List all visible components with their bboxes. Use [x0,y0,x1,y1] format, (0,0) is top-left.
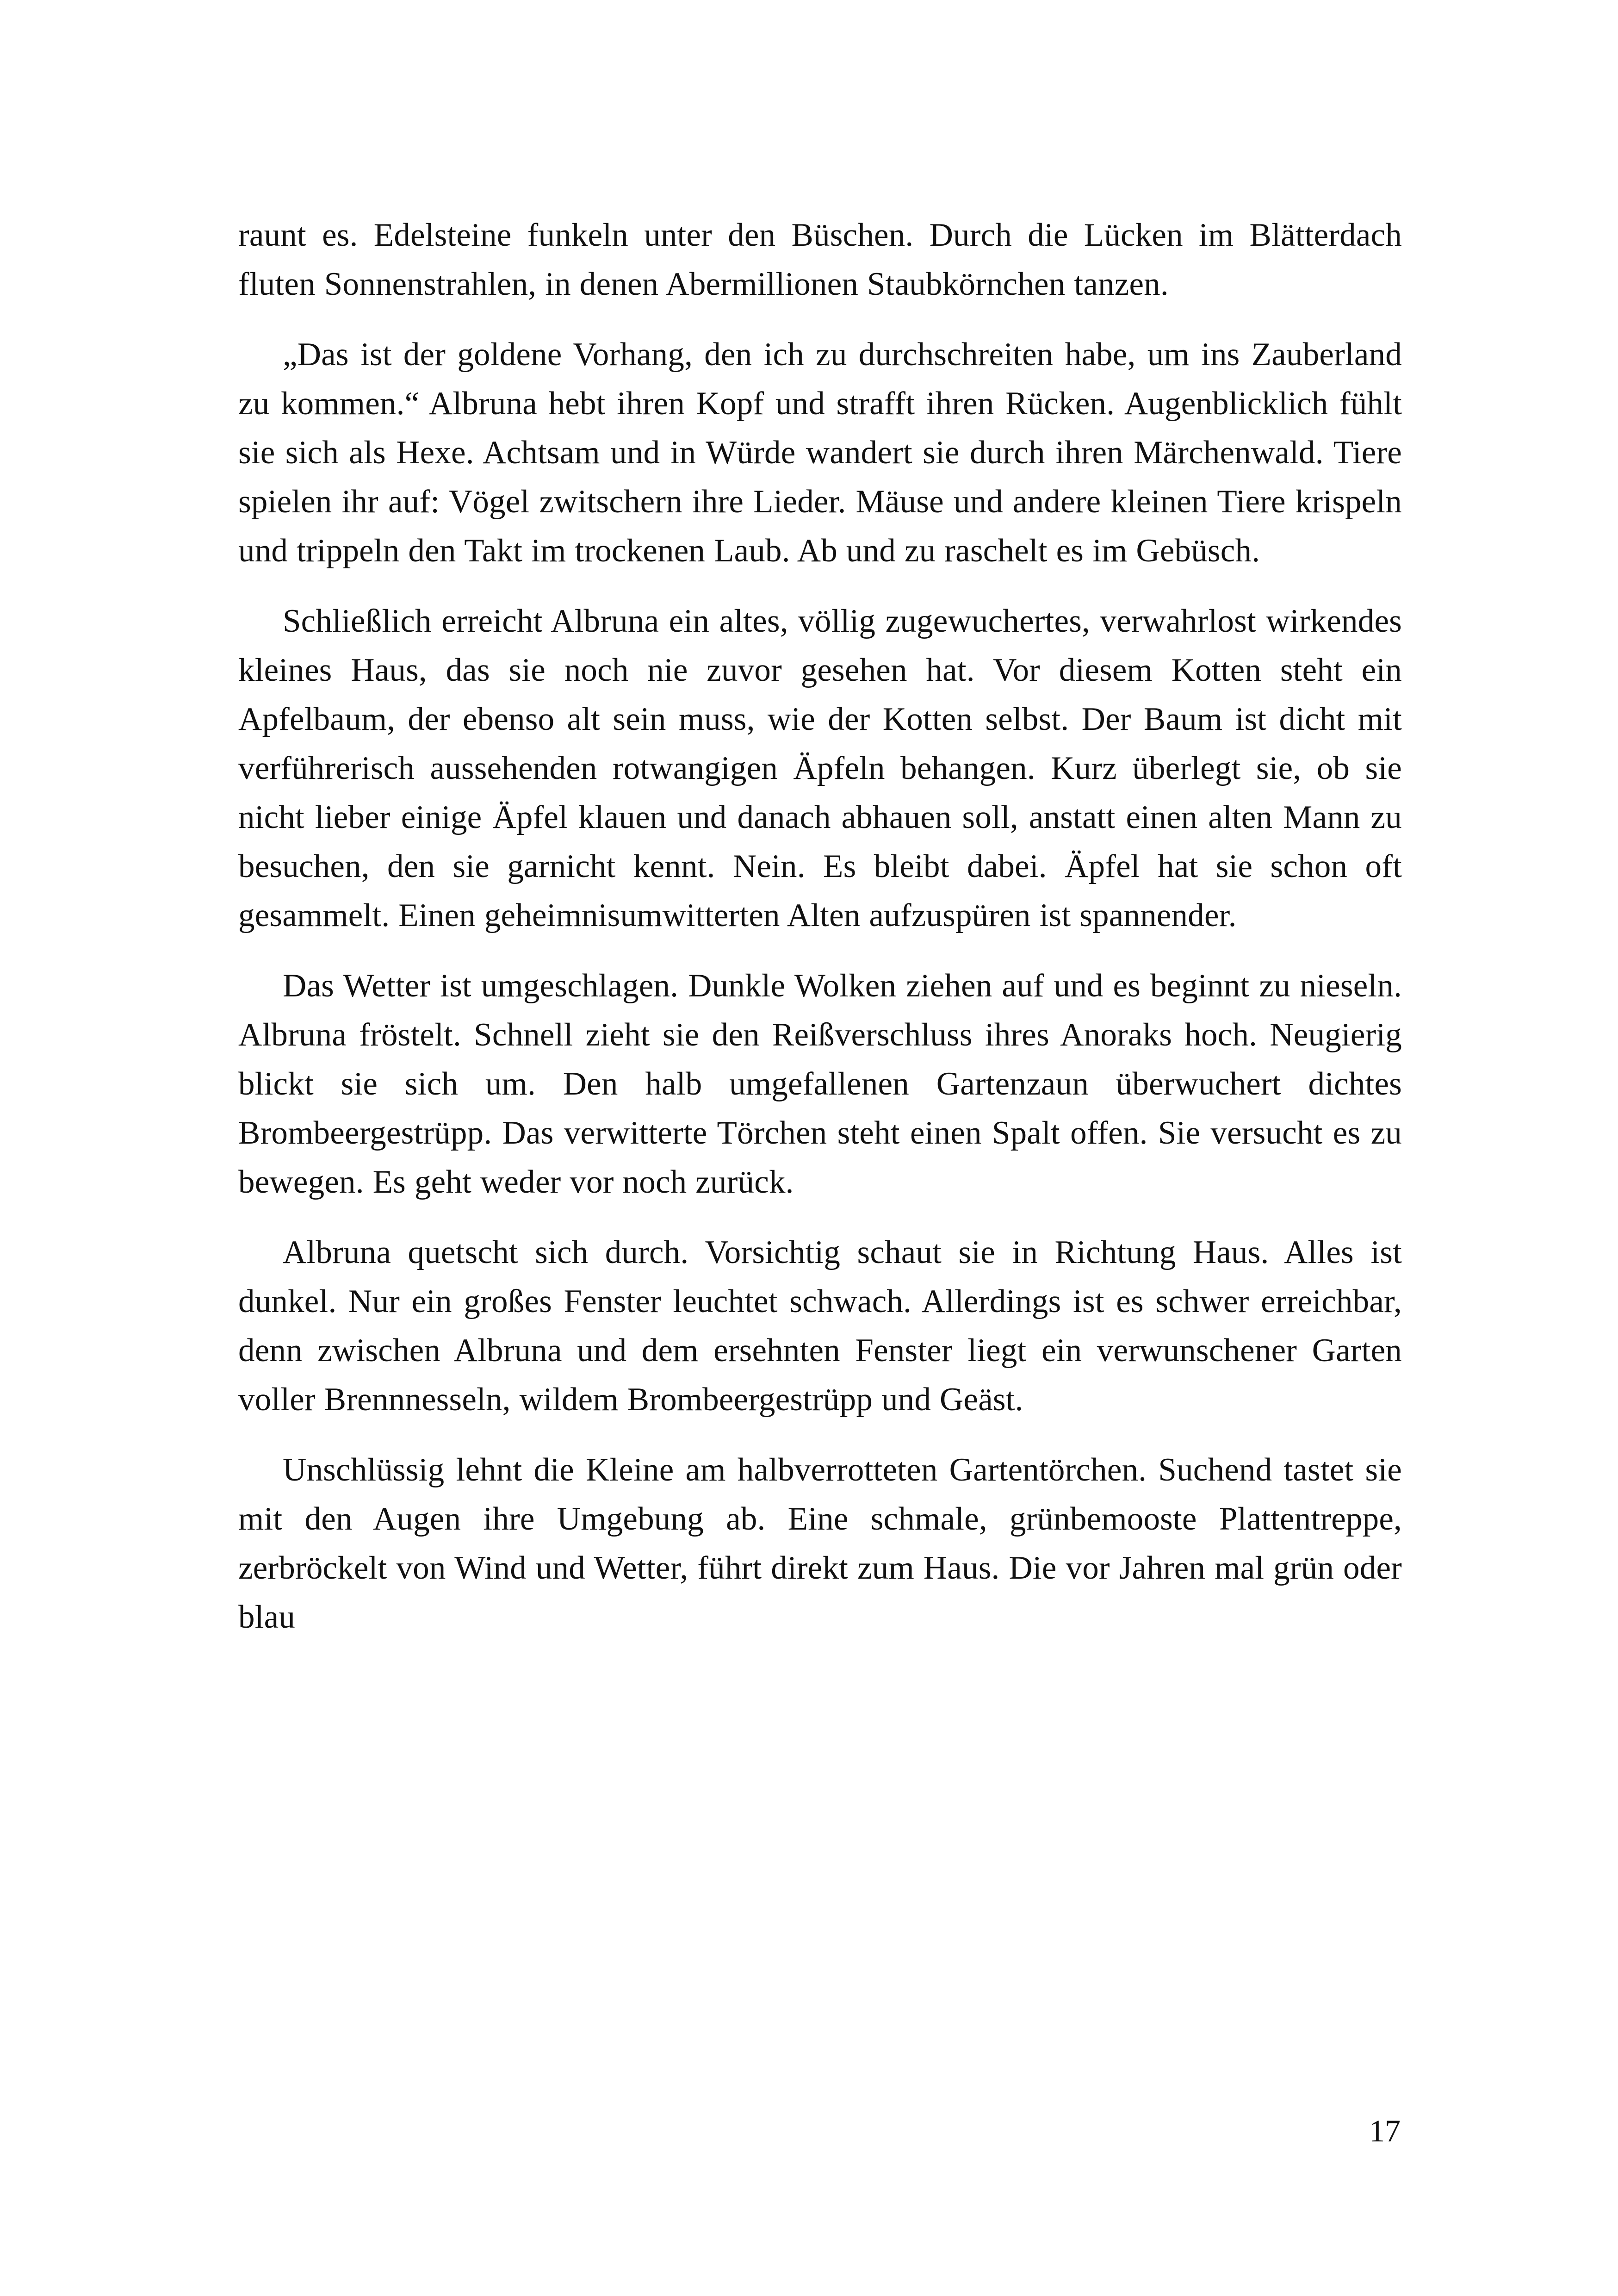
paragraph-continuation: raunt es. Edelsteine funkeln unter den Büschen. Durch die Lücken im Blätterdach fluten Sonnenstrahlen, in denen Abermillionen Staubkörnchen tanzen. [238,217,1402,302]
page-number: 17 [1369,2113,1401,2148]
paragraph: „Das ist der goldene Vorhang, den ich zu durchschreiten habe, um ins Zauberland zu kommen.“ Albruna hebt ihren Kopf und strafft ihren Rücken. Augenblicklich fühlt sie sich als Hexe. Achtsam und in Würde wandert sie durch ihren Märchenwald. Tiere spielen ihr auf: Vögel zwitschern ihre Lieder. Mäuse und andere kleinen Tiere krispeln und trippeln den Takt im trockenen Laub. Ab und zu raschelt es im Gebüsch. [238,336,1402,569]
body-text [238,211,1402,1663]
paragraph: Albruna quetscht sich durch. Vorsichtig schaut sie in Richtung Haus. Alles ist dunkel. Nur ein großes Fenster leuchtet schwach. Allerdings ist es schwer erreichbar, denn zwischen Albruna und dem ersehnten Fenster liegt ein verwunschener Garten voller Brennnesseln, wildem Brombeergestrüpp und Geäst. [238,1234,1402,1418]
paragraph: Schließlich erreicht Albruna ein altes, völlig zugewuchertes, verwahrlost wirkendes kleines Haus, das sie noch nie zuvor gesehen hat. Vor diesem Kotten steht ein Apfelbaum, der ebenso alt sein muss, wie der Kotten selbst. Der Baum ist dicht mit verführerisch aussehenden rotwangigen Äpfeln behangen. Kurz überlegt sie, ob sie nicht lieber einige Äpfel klauen und danach abhauen soll, anstatt einen alten Mann zu besuchen, den sie garnicht kennt. Nein. Es bleibt dabei. Äpfel hat sie schon oft gesammelt. Einen geheimnisumwitterten Alten aufzuspüren ist spannender. [238,603,1402,933]
paragraph: Das Wetter ist umgeschlagen. Dunkle Wolken ziehen auf und es beginnt zu nieseln. Albruna fröstelt. Schnell zieht sie den Reißverschluss ihres Anoraks hoch. Neugierig blickt sie sich um. Den halb umgefallenen Gartenzaun überwuchert dichtes Brombeergestrüpp. Das verwitterte Törchen steht einen Spalt offen. Sie versucht es zu bewegen. Es geht weder vor noch zurück. [238,968,1402,1200]
paragraph: Unschlüssig lehnt die Kleine am halbverrotteten Gartentörchen. Suchend tastet sie mit den Augen ihre Umgebung ab. Eine schmale, grünbemooste Plattentreppe, zerbröckelt von Wind und Wetter, führt direkt zum Haus. Die vor Jahren mal grün oder blau [238,1452,1402,1635]
